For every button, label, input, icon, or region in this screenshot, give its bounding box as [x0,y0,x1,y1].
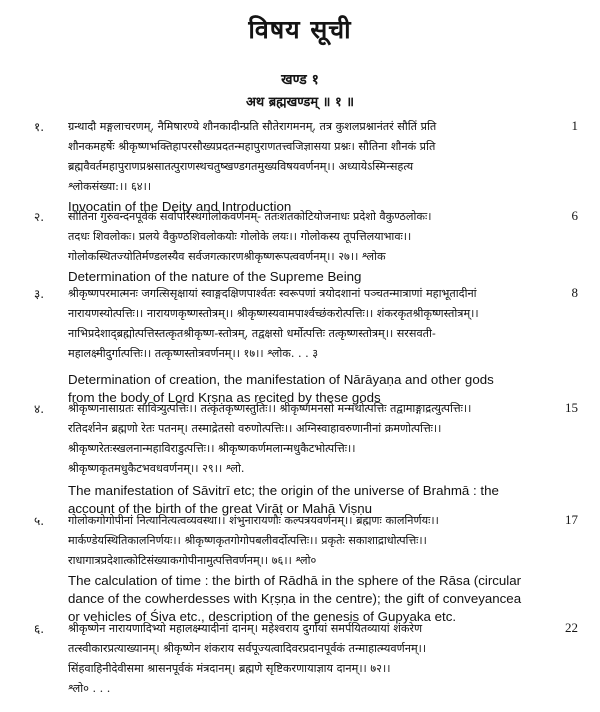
entry-number: २. [34,210,45,224]
sanskrit-line: श्रीकृष्णरेतःस्खलनान्महाविराडुत्पत्तिः।। श्रीकृष्णकर्णमलान्मधुकैटभोत्पत्तिः।। [68,442,356,455]
entry-page-number: 1 [571,118,578,133]
english-line: Determination of the nature of the Supreme Being [68,269,362,284]
sanskrit-line: ब्रह्मवैवर्तमहापुराणप्रश्नसातत्पुराणस्थचतुष्खण्डगतमुख्यविषयवर्णनम्।। अध्यायेऽस्मिन्सहत्य [68,160,414,173]
entry-number: १. [34,120,45,134]
english-line: from the body of Lord Kṛṣṇa as recited by these gods [68,390,381,405]
sanskrit-line: नारायणस्योत्पत्तिः।। नारायणकृष्णस्तोत्रम्।। श्रीकृष्णस्यवामपार्श्वच्छंकरोत्पत्तिः।। शंकरकृतश्रीकृष्णस्तोत्रम्।। [68,307,479,320]
sanskrit-line: श्लोकसंख्या:।। ६४।। [68,180,152,193]
entry-number: ४. [34,402,45,416]
entry-number: ५. [34,514,45,528]
page-title: विषय सूची [248,15,352,44]
english-line: dance of the cowherdesses with Kṛṣṇa in the centre); the gift of conveyancea [68,591,522,606]
sanskrit-line: श्लो० . . . [68,682,111,695]
entry-page-number: 8 [571,285,578,300]
entry-number: ६. [34,622,45,636]
entry-page-number: 6 [571,208,578,223]
entry-page-number: 17 [565,512,578,527]
sanskrit-line: शौनकमहर्षेः श्रीकृष्णभक्तिहापरसौख्यप्रदतन्महापुराणतत्त्वजिज्ञासया प्रश्नः। सौतिना शौनकं प्रति [68,140,436,153]
english-line: Determination of creation, the manifestation of Nārāyaṇa and other gods [68,372,494,387]
sanskrit-line: ग्रन्थादौ मङ्गलाचरणम्, नैमिषारण्ये शौनकादीन्प्रति सौतेरागमनम्, तत्र कुशलप्रश्नानंतरं सौतिं प्रति [68,120,437,133]
entry-number: ३. [34,287,45,301]
sanskrit-line: तत्स्वीकारप्रत्याख्यानम्। श्रीकृष्णेन शंकराय सर्वपूज्यत्वादिवरप्रदानपूर्वकं तन्माहात्म्यवर्णनम्।। [68,642,427,655]
sanskrit-line: गोलोकस्थितज्योतिर्मण्डलस्यैव सर्वजगत्कारणश्रीकृष्णरूपत्ववर्णनम्।। २७।। श्लोक [68,250,386,263]
entry-page-number: 15 [565,400,578,415]
english-line: or vehicles of Śiva etc., description of the genesis of Gupyaka etc. [68,609,457,624]
entry-page-number: 22 [565,620,578,635]
sanskrit-line: सौतिना गुरुवन्दनपूर्वकं सर्वोपरिस्थगोलोकवर्णनम्- ततःशतकोटियोजनाधः प्रदेशो वैकुण्ठलोकः। [68,210,432,223]
sanskrit-line: राधागात्रप्रदेशात्कोटिसंख्याकगोपीनामुत्पत्तिवर्णनम्।। ७६।। श्लो० [68,554,317,567]
sub-heading: अथ ब्रह्मखण्डम् ॥ १ ॥ [245,95,355,110]
english-line: The calculation of time : the birth of Rādhā in the sphere of the Rāsa (circular [68,573,522,588]
sanskrit-line: नाभिप्रदेशाद्ब्रह्मोत्पत्तिस्तत्कृतश्रीकृष्ण-स्तोत्रम्, तद्वक्षसो धर्मोत्पत्तिः तत्कृष्णस्तोत्रम्।। सरसवती- [68,327,436,340]
sanskrit-line: श्रीकृष्णकृतमधुकैटभवधवर्णनम्।। २९।। श्लो. [68,462,245,475]
sanskrit-line: तदधः शिवलोकः। प्रलये वैकुण्ठशिवलोकयोः गोलोके लयः।। गोलोकस्य तूपत्तिलयाभावः।। [68,230,412,243]
english-line: Invocatin of the Deity and Introduction [68,199,292,214]
section-heading: खण्ड १ [281,72,319,88]
sanskrit-line: महालक्ष्मीदुर्गात्पत्तिः।। तत्कृष्णस्तोत्रवर्णनम्।। १७।। श्लोक. . . ३ [68,347,319,360]
english-line: account of the birth of the great Virāṭ or Mahā Viṣṇu [68,501,373,516]
sanskrit-line: मार्कण्डेयस्थितिकालनिर्णयः।। श्रीकृष्णकृतगोगोपबलीवर्दोत्पत्तिः।। प्रकृतेः सकाशाद्राधोत्पत्तिः।। [68,534,427,547]
sanskrit-line: श्रीकृष्णनासाग्रतः सावित्र्युत्पत्तिः।। तत्कृतकृष्णस्तुतिः।। श्रीकृष्णमनसो मन्मथोत्पत्तिः तद्वामाङ्गाद्रत्युत्पत्तिः।। [68,402,472,415]
sanskrit-line: श्रीकृष्णपरमात्मनः जगत्सिसृक्षायां स्वाङ्गदक्षिणपार्श्वतः स्वरूपणां त्रयोदशानां पञ्चतन्मात्राणां महाभूतादीनां [68,287,477,300]
sanskrit-line: गोलोकगोगोपीनां नित्यानित्यत्वव्यवस्था।। शंभुनारायणौः कल्पत्रयवर्णनम्।। ब्रह्मणः कालनिर्णयः।। [68,514,439,527]
english-line: The manifestation of Sāvitrī etc; the origin of the universe of Brahmā : the [68,483,499,498]
sanskrit-line: श्रीकृष्णेन नारायणादिभ्यो महालक्ष्म्यादीनां दानम्। महेश्वराय दुर्गायां समर्पयितव्यायां शंकरेण [68,622,423,635]
sanskrit-line: रतिदर्शनेन ब्रह्मणो रेतः पतनम्। तस्माद्रेतसो वरुणोत्पत्तिः।। अग्निस्वाहावरुणानीनां क्रमणोत्पत्तिः।। [68,422,442,435]
sanskrit-line: सिंहवाहिनीदेवीसमा श्रासनपूर्वकं मंत्रदानम्। ब्रह्मणे सृष्टिकरणायाज्ञाय दानम्।। ७२।। [68,662,391,675]
